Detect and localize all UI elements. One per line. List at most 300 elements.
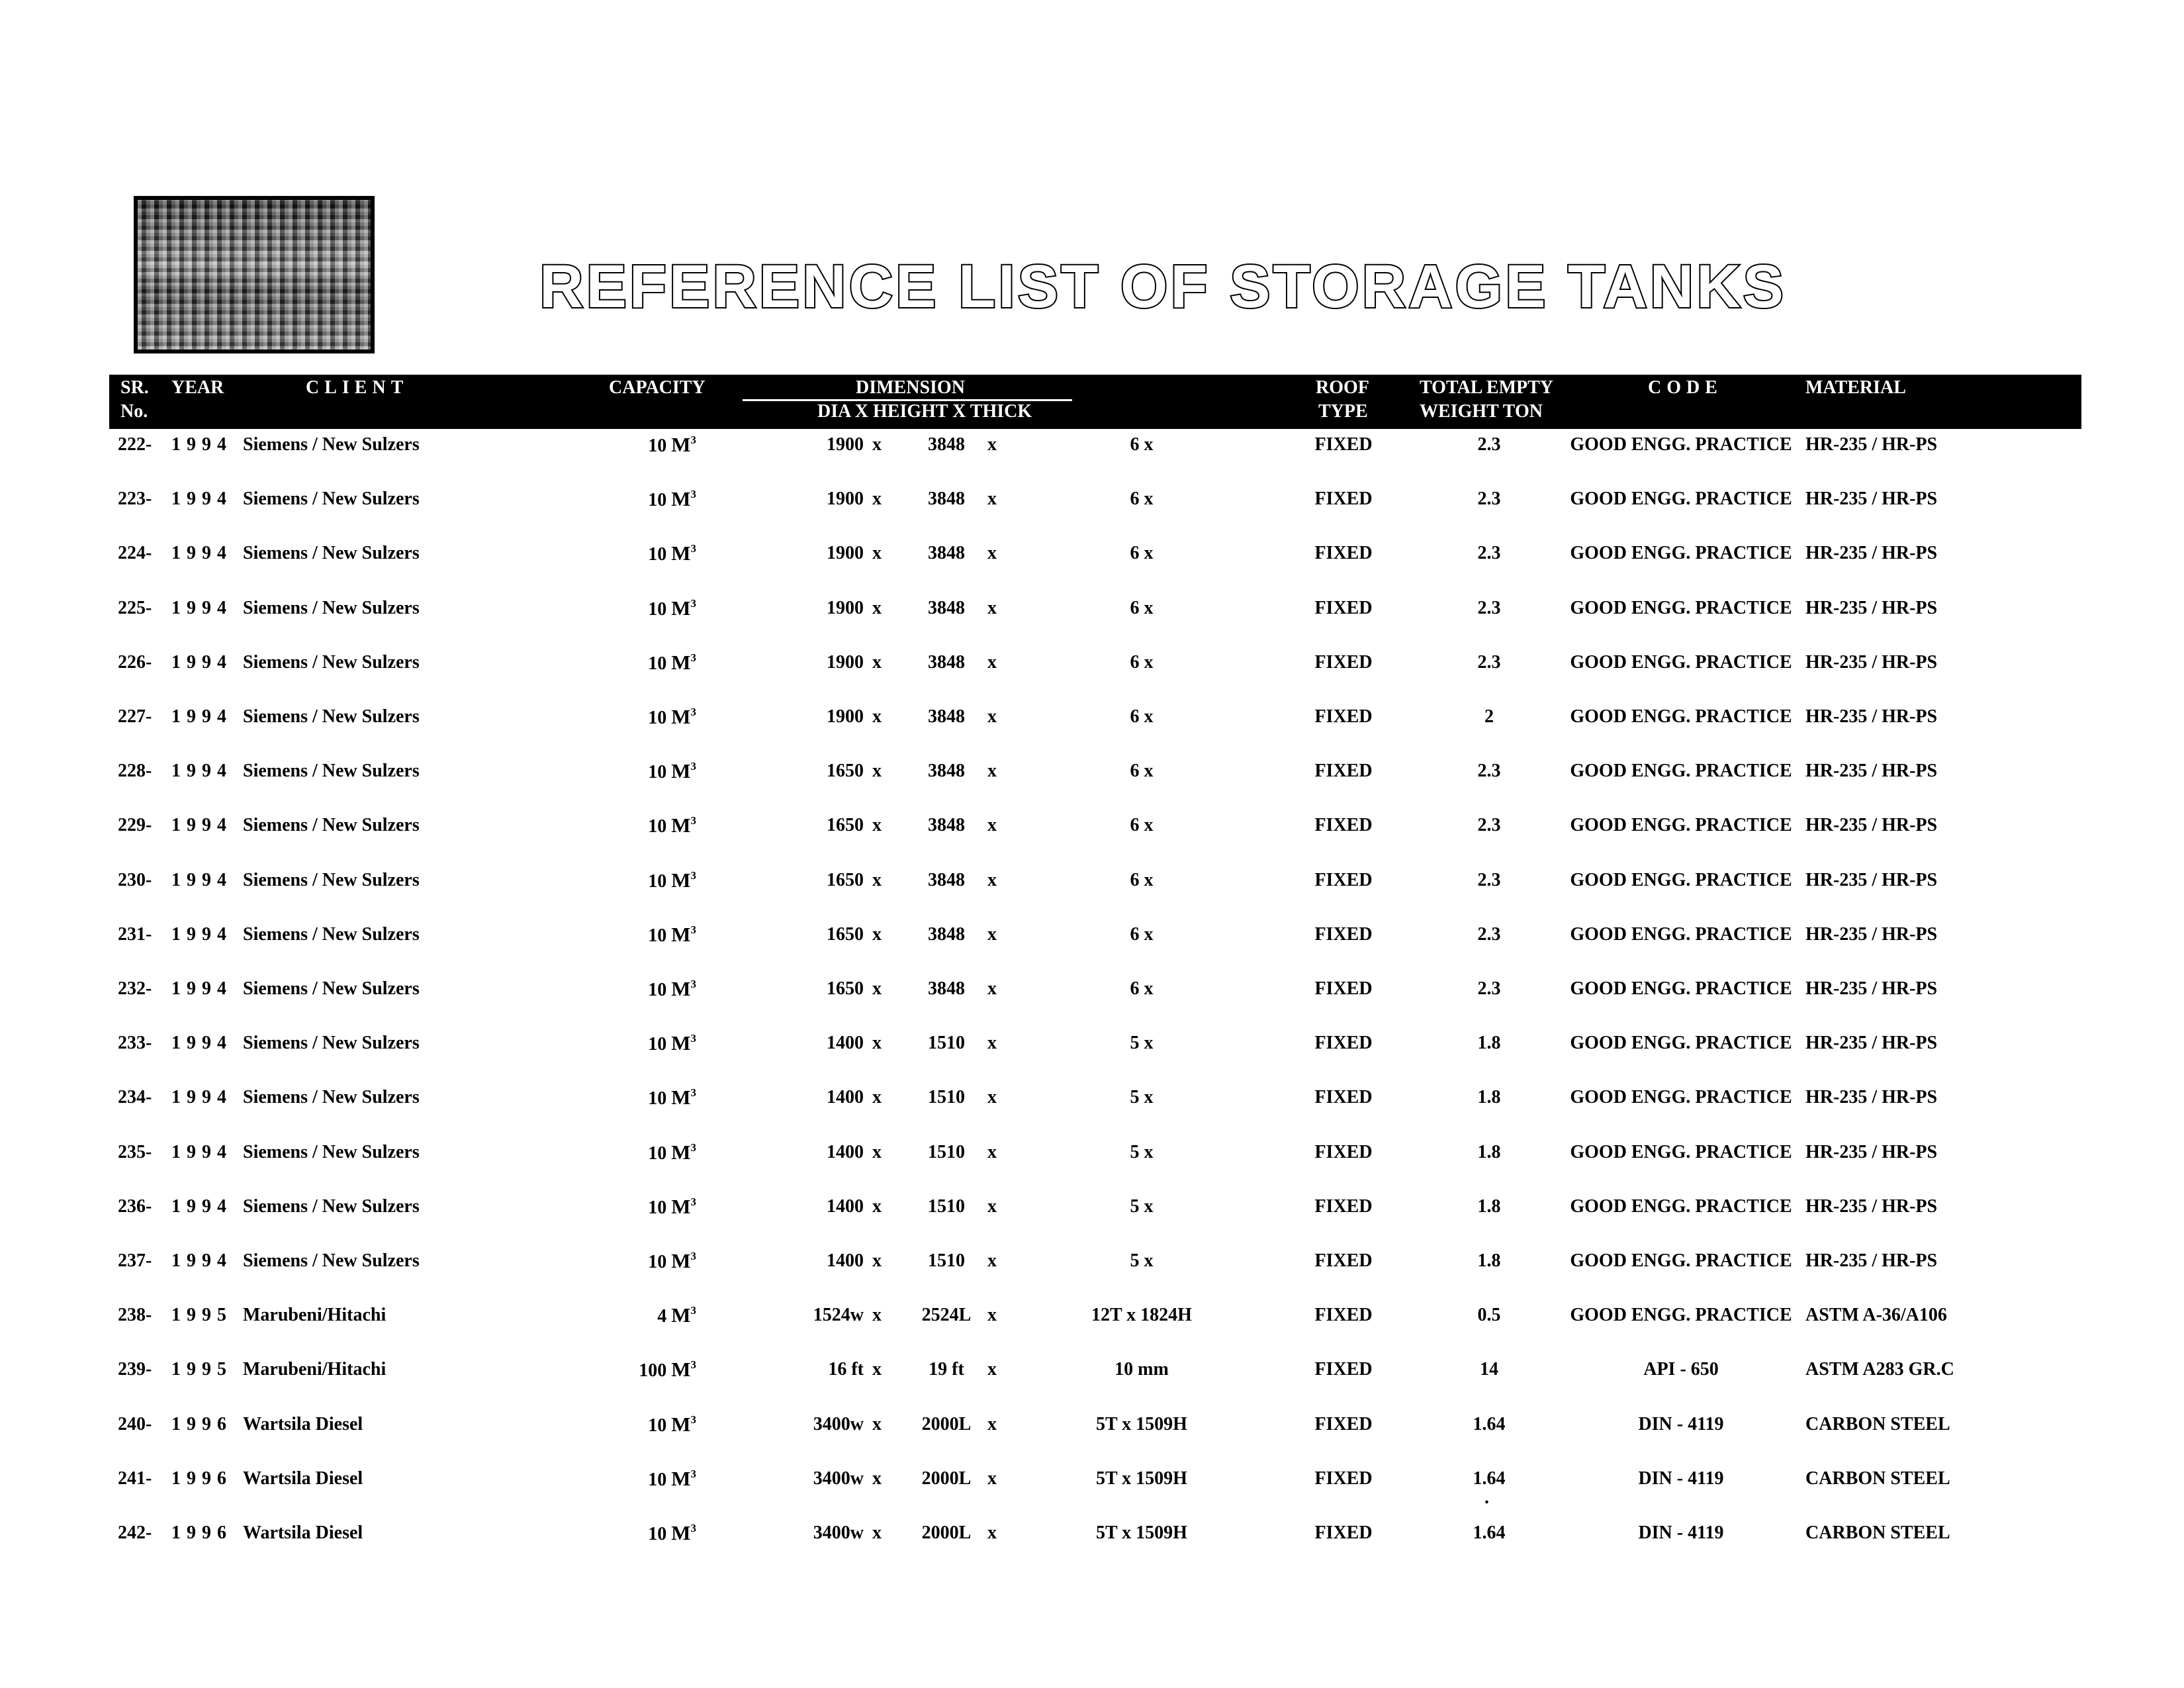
cell-thickness: 5 x	[1130, 1196, 1154, 1217]
cell-capacity	[596, 1466, 696, 1493]
cell-code: GOOD ENGG. PRACTICE	[1570, 1033, 1792, 1054]
cell-diameter: 3400w	[813, 1523, 864, 1543]
cell-client: Marubeni/Hitachi	[243, 1305, 387, 1326]
cell-diameter: 1524w	[813, 1305, 864, 1326]
capacity-exponent: 3	[690, 923, 696, 936]
cell-weight: 1.64	[1473, 1523, 1506, 1543]
capacity-exponent: 3	[690, 1413, 696, 1426]
cell-height: 3848	[928, 978, 965, 999]
cell-x: x	[987, 1359, 997, 1380]
table-row	[0, 812, 2184, 839]
cell-x: x	[987, 489, 997, 510]
cell-weight: 2.3	[1477, 978, 1501, 999]
header-code: CODE	[1648, 377, 1723, 398]
capacity-unit: M	[671, 541, 691, 565]
capacity-value: 10	[648, 925, 667, 946]
cell-capacity	[596, 486, 696, 514]
cell-height: 3848	[928, 543, 965, 564]
table-row	[0, 1194, 2184, 1220]
cell-x: x	[872, 543, 882, 564]
cell-x: x	[987, 1468, 997, 1489]
cell-client: Siemens / New Sulzers	[243, 761, 420, 782]
cell-material: HR-235 / HR-PS	[1805, 1250, 1938, 1271]
capacity-exponent: 3	[690, 978, 696, 990]
cell-capacity	[596, 1411, 696, 1439]
cell-diameter: 3400w	[813, 1413, 864, 1434]
cell-material: HR-235 / HR-PS	[1805, 1087, 1938, 1108]
cell-x: x	[872, 815, 882, 836]
cell-capacity	[596, 595, 696, 623]
cell-sr: 232-	[118, 978, 152, 999]
cell-sr: 241-	[118, 1468, 152, 1489]
cell-sr: 239-	[118, 1359, 152, 1380]
cell-code: GOOD ENGG. PRACTICE	[1570, 923, 1792, 945]
cell-diameter: 16 ft	[828, 1359, 864, 1380]
cell-weight: 1.8	[1477, 1141, 1501, 1162]
cell-material: HR-235 / HR-PS	[1805, 597, 1938, 618]
cell-code: GOOD ENGG. PRACTICE	[1570, 543, 1792, 564]
cell-material: HR-235 / HR-PS	[1805, 706, 1938, 727]
cell-code: DIN - 4119	[1638, 1523, 1724, 1543]
cell-code: GOOD ENGG. PRACTICE	[1570, 1087, 1792, 1108]
cell-diameter: 1900	[827, 651, 864, 673]
cell-x: x	[987, 1087, 997, 1108]
cell-weight: 1.64	[1473, 1413, 1506, 1434]
cell-height: 2524L	[921, 1305, 972, 1326]
page-title: REFERENCE LIST OF STORAGE TANKS	[539, 253, 1787, 320]
cell-weight: 1.8	[1477, 1250, 1501, 1271]
cell-height: 2000L	[921, 1523, 972, 1543]
cell-client: Siemens / New Sulzers	[243, 815, 420, 836]
cell-x: x	[987, 706, 997, 727]
cell-weight: 1.8	[1477, 1033, 1501, 1054]
cell-x: x	[872, 1250, 882, 1271]
capacity-value: 10	[648, 1143, 667, 1164]
cell-year: 1994	[171, 815, 232, 836]
cell-capacity	[596, 432, 696, 459]
cell-capacity	[596, 1194, 696, 1221]
cell-client: Siemens / New Sulzers	[243, 1196, 420, 1217]
capacity-unit: M	[671, 1358, 691, 1382]
cell-x: x	[987, 815, 997, 836]
cell-year: 1996	[171, 1468, 232, 1489]
cell-thickness: 12T x 1824H	[1091, 1305, 1192, 1326]
capacity-exponent: 3	[690, 1250, 696, 1262]
cell-diameter: 1400	[827, 1033, 864, 1054]
cell-client: Siemens / New Sulzers	[243, 434, 420, 455]
cell-weight: 2.3	[1477, 815, 1501, 836]
cell-client: Siemens / New Sulzers	[243, 1141, 420, 1162]
cell-roof-type: FIXED	[1314, 489, 1373, 510]
header-material: MATERIAL	[1805, 377, 1906, 398]
cell-code: GOOD ENGG. PRACTICE	[1570, 597, 1792, 618]
capacity-unit: M	[671, 650, 691, 674]
capacity-exponent: 3	[690, 1467, 696, 1480]
cell-diameter: 1900	[827, 597, 864, 618]
cell-x: x	[872, 1468, 882, 1489]
table-row	[0, 595, 2184, 622]
cell-thickness: 10 mm	[1115, 1359, 1169, 1380]
cell-height: 3848	[928, 434, 965, 455]
cell-sr: 234-	[118, 1087, 152, 1108]
cell-thickness: 6 x	[1130, 923, 1154, 945]
cell-height: 3848	[928, 869, 965, 890]
cell-roof-type: FIXED	[1314, 1033, 1373, 1054]
capacity-exponent: 3	[690, 868, 696, 882]
cell-height: 3848	[928, 706, 965, 727]
cell-weight: 2.3	[1477, 489, 1501, 510]
capacity-value: 10	[648, 436, 667, 456]
capacity-unit: M	[671, 433, 691, 456]
cell-weight: 1.64	[1473, 1468, 1506, 1489]
header-weight-unit: WEIGHT TON	[1420, 401, 1543, 422]
cell-sr: 240-	[118, 1413, 152, 1434]
capacity-exponent: 3	[690, 760, 696, 773]
cell-code: GOOD ENGG. PRACTICE	[1570, 815, 1792, 836]
cell-roof-type: FIXED	[1314, 706, 1373, 727]
cell-capacity	[596, 1302, 696, 1330]
cell-capacity	[596, 976, 696, 1004]
cell-x: x	[872, 923, 882, 945]
capacity-exponent: 3	[690, 1086, 696, 1100]
cell-weight: 2.3	[1477, 651, 1501, 673]
cell-material: CARBON STEEL	[1805, 1523, 1950, 1543]
capacity-unit: M	[671, 1249, 691, 1272]
cell-year: 1995	[171, 1305, 232, 1326]
cell-client: Siemens / New Sulzers	[243, 597, 420, 618]
cell-material: HR-235 / HR-PS	[1805, 1196, 1938, 1217]
cell-height: 2000L	[921, 1413, 972, 1434]
table-row	[0, 540, 2184, 567]
capacity-unit: M	[671, 487, 691, 511]
cell-weight: 2.3	[1477, 761, 1501, 782]
cell-client: Wartsila Diesel	[243, 1413, 363, 1434]
cell-weight: 2.3	[1477, 434, 1501, 455]
table-row	[0, 704, 2184, 730]
cell-code: GOOD ENGG. PRACTICE	[1570, 978, 1792, 999]
cell-x: x	[872, 434, 882, 455]
cell-thickness: 5 x	[1130, 1141, 1154, 1162]
cell-client: Siemens / New Sulzers	[243, 1033, 420, 1054]
cell-sr: 223-	[118, 489, 152, 510]
cell-height: 3848	[928, 815, 965, 836]
capacity-exponent: 3	[690, 1032, 696, 1045]
cell-code: GOOD ENGG. PRACTICE	[1570, 1250, 1792, 1271]
capacity-value: 10	[648, 1252, 667, 1272]
cell-height: 2000L	[921, 1468, 972, 1489]
cell-material: HR-235 / HR-PS	[1805, 489, 1938, 510]
cell-x: x	[872, 1305, 882, 1326]
cell-sr: 236-	[118, 1196, 152, 1217]
capacity-value: 10	[648, 870, 667, 892]
capacity-exponent: 3	[690, 542, 696, 555]
table-row	[0, 1356, 2184, 1383]
cell-sr: 222-	[118, 434, 152, 455]
cell-height: 1510	[928, 1250, 965, 1271]
cell-year: 1994	[171, 1196, 232, 1217]
cell-height: 3848	[928, 489, 965, 510]
cell-x: x	[872, 869, 882, 890]
cell-code: GOOD ENGG. PRACTICE	[1570, 1196, 1792, 1217]
cell-year: 1994	[171, 651, 232, 673]
capacity-value: 10	[648, 598, 667, 620]
capacity-unit: M	[671, 1412, 691, 1436]
cell-height: 3848	[928, 923, 965, 945]
cell-capacity	[596, 1139, 696, 1167]
cell-roof-type: FIXED	[1314, 1359, 1373, 1380]
cell-height: 1510	[928, 1196, 965, 1217]
capacity-value: 10	[648, 980, 667, 1000]
cell-year: 1995	[171, 1359, 232, 1380]
table-row	[0, 921, 2184, 948]
table-row	[0, 976, 2184, 1002]
header-year: YEAR	[171, 377, 224, 398]
capacity-value: 10	[648, 653, 667, 674]
cell-diameter: 1400	[827, 1250, 864, 1271]
capacity-unit: M	[671, 1086, 691, 1109]
cell-material: CARBON STEEL	[1805, 1468, 1950, 1489]
cell-year: 1994	[171, 597, 232, 618]
capacity-value: 10	[648, 1034, 667, 1055]
cell-sr: 226-	[118, 651, 152, 673]
capacity-exponent: 3	[690, 596, 696, 610]
cell-sr: 225-	[118, 597, 152, 618]
cell-x: x	[987, 1305, 997, 1326]
cell-sr: 227-	[118, 706, 152, 727]
cell-client: Siemens / New Sulzers	[243, 978, 420, 999]
cell-code: GOOD ENGG. PRACTICE	[1570, 761, 1792, 782]
capacity-unit: M	[671, 1194, 691, 1218]
capacity-exponent: 3	[690, 651, 696, 664]
cell-code: GOOD ENGG. PRACTICE	[1570, 434, 1792, 455]
cell-roof-type: FIXED	[1314, 1523, 1373, 1543]
cell-x: x	[872, 1413, 882, 1434]
cell-year: 1994	[171, 923, 232, 945]
capacity-unit: M	[671, 814, 691, 837]
table-row	[0, 1302, 2184, 1329]
capacity-unit: M	[671, 922, 691, 946]
cell-thickness: 6 x	[1130, 869, 1154, 890]
cell-client: Siemens / New Sulzers	[243, 489, 420, 510]
cell-x: x	[872, 1523, 882, 1543]
cell-weight: 2	[1484, 706, 1494, 727]
cell-weight: 1.8	[1477, 1087, 1501, 1108]
capacity-exponent: 3	[690, 706, 696, 718]
cell-x: x	[872, 1196, 882, 1217]
cell-client: Wartsila Diesel	[243, 1468, 363, 1489]
cell-thickness: 6 x	[1130, 815, 1154, 836]
cell-year: 1994	[171, 489, 232, 510]
cell-roof-type: FIXED	[1314, 1250, 1373, 1271]
cell-diameter: 1900	[827, 543, 864, 564]
header-dimension: DIMENSION	[856, 377, 965, 398]
cell-height: 1510	[928, 1087, 965, 1108]
cell-capacity	[596, 812, 696, 840]
table-row	[0, 1084, 2184, 1111]
capacity-value: 10	[648, 762, 667, 783]
cell-weight: 1.8	[1477, 1196, 1501, 1217]
cell-weight: 2.3	[1477, 869, 1501, 890]
cell-code: GOOD ENGG. PRACTICE	[1570, 1141, 1792, 1162]
cell-x: x	[872, 651, 882, 673]
capacity-unit: M	[671, 977, 691, 1000]
table-row	[0, 1466, 2184, 1492]
capacity-exponent: 3	[690, 434, 696, 446]
cell-height: 1510	[928, 1033, 965, 1054]
capacity-exponent: 3	[690, 1522, 696, 1534]
cell-x: x	[872, 706, 882, 727]
cell-roof-type: FIXED	[1314, 434, 1373, 455]
cell-x: x	[987, 1523, 997, 1543]
cell-material: HR-235 / HR-PS	[1805, 978, 1938, 999]
cell-weight: 0.5	[1477, 1305, 1501, 1326]
cell-x: x	[987, 1141, 997, 1162]
cell-weight: 2.3	[1477, 543, 1501, 564]
table-row	[0, 1248, 2184, 1274]
cell-code: DIN - 4119	[1638, 1413, 1724, 1434]
cell-roof-type: FIXED	[1314, 1141, 1373, 1162]
cell-capacity	[596, 704, 696, 731]
cell-material: HR-235 / HR-PS	[1805, 1033, 1938, 1054]
cell-capacity	[596, 1248, 696, 1276]
capacity-value: 10	[648, 490, 667, 511]
cell-diameter: 1400	[827, 1196, 864, 1217]
capacity-value: 10	[648, 1197, 667, 1218]
cell-client: Siemens / New Sulzers	[243, 1087, 420, 1108]
capacity-value: 10	[648, 1088, 667, 1109]
capacity-exponent: 3	[690, 1358, 696, 1372]
cell-thickness: 6 x	[1130, 489, 1154, 510]
cell-code: API - 650	[1643, 1359, 1719, 1380]
header-client: CLIENT	[306, 377, 409, 398]
header-no: No.	[120, 401, 148, 422]
capacity-value: 10	[648, 708, 667, 728]
cell-code: GOOD ENGG. PRACTICE	[1570, 651, 1792, 673]
cell-material: CARBON STEEL	[1805, 1413, 1950, 1434]
table-row	[0, 1411, 2184, 1438]
cell-year: 1994	[171, 543, 232, 564]
table-row	[0, 432, 2184, 458]
cell-year: 1994	[171, 706, 232, 727]
cell-client: Siemens / New Sulzers	[243, 1250, 420, 1271]
cell-weight: 14	[1480, 1359, 1498, 1380]
cell-material: HR-235 / HR-PS	[1805, 651, 1938, 673]
cell-x: x	[872, 1141, 882, 1162]
cell-weight: 2.3	[1477, 923, 1501, 945]
cell-client: Siemens / New Sulzers	[243, 543, 420, 564]
cell-year: 1994	[171, 1087, 232, 1108]
cell-roof-type: FIXED	[1314, 869, 1373, 890]
cell-diameter: 1650	[827, 815, 864, 836]
capacity-value: 10	[648, 544, 667, 565]
cell-capacity	[596, 758, 696, 786]
cell-sr: 230-	[118, 869, 152, 890]
cell-sr: 237-	[118, 1250, 152, 1271]
header-roof-type: TYPE	[1318, 401, 1368, 422]
cell-diameter: 1900	[827, 706, 864, 727]
cell-x: x	[987, 543, 997, 564]
cell-year: 1994	[171, 1250, 232, 1271]
cell-sr: 228-	[118, 761, 152, 782]
capacity-unit: M	[671, 596, 691, 620]
cell-code: GOOD ENGG. PRACTICE	[1570, 1305, 1792, 1326]
cell-thickness: 6 x	[1130, 651, 1154, 673]
cell-x: x	[987, 1250, 997, 1271]
cell-material: HR-235 / HR-PS	[1805, 869, 1938, 890]
cell-height: 3848	[928, 597, 965, 618]
cell-capacity	[596, 1520, 696, 1548]
cell-material: HR-235 / HR-PS	[1805, 434, 1938, 455]
cell-code: DIN - 4119	[1638, 1468, 1724, 1489]
cell-x: x	[872, 1033, 882, 1054]
cell-material: ASTM A-36/A106	[1805, 1305, 1947, 1326]
cell-year: 1994	[171, 761, 232, 782]
cell-material: HR-235 / HR-PS	[1805, 815, 1938, 836]
cell-code: GOOD ENGG. PRACTICE	[1570, 706, 1792, 727]
cell-year: 1996	[171, 1523, 232, 1543]
cell-thickness: 5 x	[1130, 1250, 1154, 1271]
cell-material: HR-235 / HR-PS	[1805, 1141, 1938, 1162]
header-dimension-sub: DIA X HEIGHT X THICK	[817, 401, 1032, 422]
cell-code: GOOD ENGG. PRACTICE	[1570, 489, 1792, 510]
cell-x: x	[987, 923, 997, 945]
stray-mark: .	[1484, 1487, 1489, 1508]
capacity-exponent: 3	[690, 1141, 696, 1154]
cell-roof-type: FIXED	[1314, 543, 1373, 564]
cell-diameter: 1650	[827, 978, 864, 999]
cell-capacity	[596, 1356, 696, 1384]
table-row	[0, 1520, 2184, 1546]
header-capacity: CAPACITY	[609, 377, 705, 398]
cell-roof-type: FIXED	[1314, 815, 1373, 836]
cell-height: 3848	[928, 761, 965, 782]
cell-x: x	[872, 597, 882, 618]
cell-thickness: 6 x	[1130, 597, 1154, 618]
table-row	[0, 1139, 2184, 1166]
table-row	[0, 867, 2184, 894]
cell-sr: 235-	[118, 1141, 152, 1162]
cell-thickness: 6 x	[1130, 978, 1154, 999]
cell-client: Siemens / New Sulzers	[243, 923, 420, 945]
header-weight: TOTAL EMPTY	[1420, 377, 1554, 398]
cell-roof-type: FIXED	[1314, 761, 1373, 782]
cell-capacity	[596, 867, 696, 895]
cell-height: 19 ft	[929, 1359, 964, 1380]
cell-diameter: 1900	[827, 434, 864, 455]
table-row	[0, 758, 2184, 784]
cell-client: Wartsila Diesel	[243, 1523, 363, 1543]
cell-year: 1994	[171, 978, 232, 999]
cell-thickness: 6 x	[1130, 761, 1154, 782]
cell-x: x	[987, 651, 997, 673]
cell-capacity	[596, 540, 696, 568]
cell-sr: 233-	[118, 1033, 152, 1054]
capacity-value: 10	[648, 1415, 667, 1436]
cell-x: x	[987, 978, 997, 999]
cell-thickness: 5 x	[1130, 1033, 1154, 1054]
cell-client: Siemens / New Sulzers	[243, 651, 420, 673]
capacity-unit: M	[671, 1303, 691, 1327]
cell-roof-type: FIXED	[1314, 597, 1373, 618]
cell-roof-type: FIXED	[1314, 1468, 1373, 1489]
cell-client: Marubeni/Hitachi	[243, 1359, 387, 1380]
cell-x: x	[987, 1413, 997, 1434]
cell-x: x	[872, 489, 882, 510]
capacity-unit: M	[671, 705, 691, 728]
cell-thickness: 5 x	[1130, 1087, 1154, 1108]
cell-x: x	[872, 1087, 882, 1108]
cell-diameter: 1650	[827, 923, 864, 945]
